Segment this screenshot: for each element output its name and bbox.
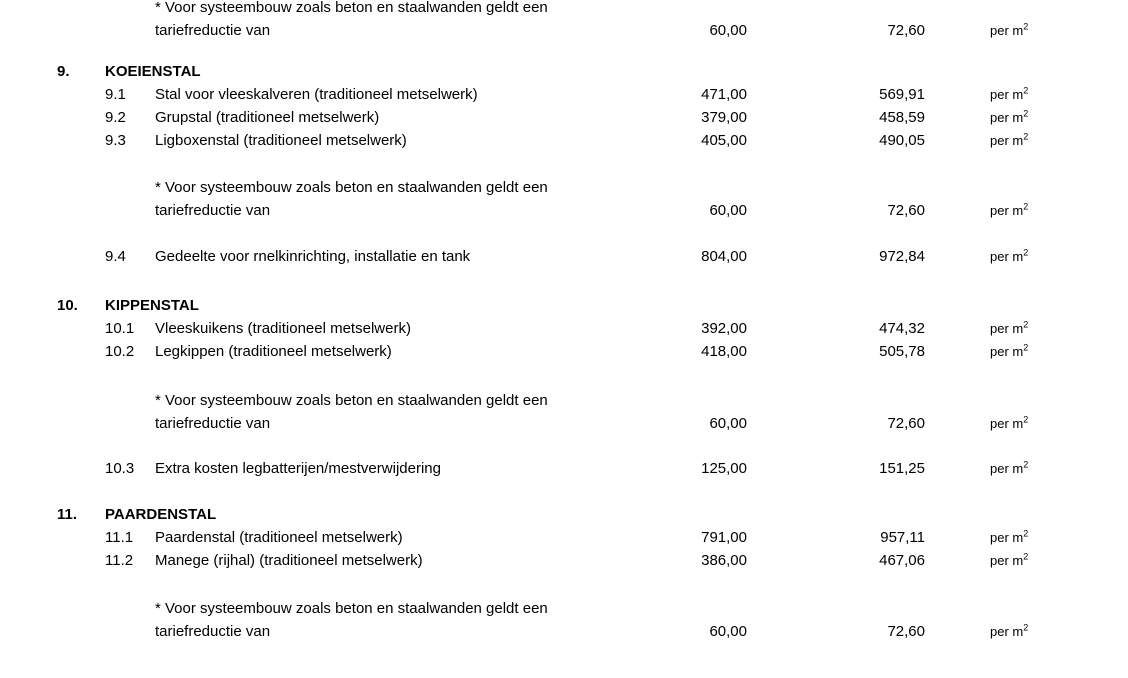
unit-label xyxy=(925,549,1128,572)
reduction-note-line2-row xyxy=(0,412,1128,435)
item-price-excl: 386,00 xyxy=(701,552,747,569)
unit-label xyxy=(925,83,1128,106)
tariff-item-row-10-2 xyxy=(0,340,1128,363)
unit-text: per m xyxy=(990,249,1024,264)
item-price-incl: 490,05 xyxy=(879,132,925,149)
item-number: 10.3 xyxy=(105,460,135,477)
reduction-price-incl: 72,60 xyxy=(887,202,925,219)
tariff-item-row-11-2 xyxy=(0,549,1128,572)
reduction-price-incl: 72,60 xyxy=(887,623,925,640)
item-price-excl: 125,00 xyxy=(701,460,747,477)
unit-superscript: 2 xyxy=(1023,459,1029,470)
item-number: 11.1 xyxy=(105,529,134,546)
item-price-incl: 505,78 xyxy=(879,343,925,360)
reduction-note-line1-row xyxy=(0,176,1128,199)
tariff-item-row-9-3 xyxy=(0,129,1128,152)
section-9-header xyxy=(0,60,1128,83)
item-number: 9.4 xyxy=(105,248,126,265)
unit-label xyxy=(925,526,1128,549)
unit-text: per m xyxy=(990,110,1024,125)
item-price-excl: 392,00 xyxy=(701,320,747,337)
item-price-excl: 418,00 xyxy=(701,343,747,360)
item-description: Manege (rijhal) (traditioneel metselwerk) xyxy=(155,552,423,569)
unit-label xyxy=(925,19,1128,42)
unit-superscript: 2 xyxy=(1023,131,1029,142)
unit-label xyxy=(925,412,1128,435)
item-number: 10.1 xyxy=(105,320,135,337)
item-description: Vleeskuikens (traditioneel metselwerk) xyxy=(155,320,411,337)
reduction-price-excl: 60,00 xyxy=(709,202,747,219)
unit-text: per m xyxy=(990,530,1024,545)
item-price-excl: 471,00 xyxy=(701,86,747,103)
section-number: 10. xyxy=(57,297,78,314)
section-number: 9. xyxy=(57,63,70,80)
unit-text: per m xyxy=(990,203,1024,218)
reduction-note-line2: tariefreductie van xyxy=(155,202,271,219)
reduction-note-line2: tariefreductie van xyxy=(155,623,271,640)
item-price-incl: 467,06 xyxy=(879,552,925,569)
unit-text: per m xyxy=(990,133,1024,148)
reduction-note-line2-row xyxy=(0,620,1128,643)
item-description: Extra kosten legbatterijen/mestverwijdering xyxy=(155,460,441,477)
unit-label xyxy=(925,457,1128,480)
item-number: 10.2 xyxy=(105,343,135,360)
reduction-note-line1-row xyxy=(0,597,1128,620)
reduction-note-line1: * Voor systeembouw zoals beton en staalwanden geldt een xyxy=(155,392,548,409)
unit-superscript: 2 xyxy=(1023,21,1029,32)
unit-superscript: 2 xyxy=(1023,247,1029,258)
section-11-header xyxy=(0,503,1128,526)
unit-text: per m xyxy=(990,553,1024,568)
reduction-price-incl: 72,60 xyxy=(887,415,925,432)
section-title: KOEIENSTAL xyxy=(105,63,201,80)
unit-text: per m xyxy=(990,23,1024,38)
unit-text: per m xyxy=(990,624,1024,639)
item-price-excl: 791,00 xyxy=(701,529,747,546)
item-price-incl: 569,91 xyxy=(879,86,925,103)
unit-label xyxy=(925,106,1128,129)
unit-label xyxy=(925,129,1128,152)
unit-label xyxy=(925,620,1128,643)
item-description: Legkippen (traditioneel metselwerk) xyxy=(155,343,392,360)
reduction-note-line1: * Voor systeembouw zoals beton en staalwanden geldt een xyxy=(155,0,548,16)
tariff-item-row-9-4 xyxy=(0,245,1128,268)
item-price-incl: 458,59 xyxy=(879,109,925,126)
item-price-incl: 972,84 xyxy=(879,248,925,265)
reduction-note-line1: * Voor systeembouw zoals beton en staalwanden geldt een xyxy=(155,179,548,196)
unit-superscript: 2 xyxy=(1023,85,1029,96)
section-title: KIPPENSTAL xyxy=(105,297,199,314)
unit-label xyxy=(925,340,1128,363)
reduction-note-line1-row xyxy=(0,389,1128,412)
unit-label xyxy=(925,199,1128,222)
item-number: 9.2 xyxy=(105,109,126,126)
item-number: 9.3 xyxy=(105,132,126,149)
section-number: 11. xyxy=(57,506,78,523)
unit-superscript: 2 xyxy=(1023,528,1029,539)
item-description: Ligboxenstal (traditioneel metselwerk) xyxy=(155,132,407,149)
unit-text: per m xyxy=(990,87,1024,102)
reduction-note-line2-row xyxy=(0,199,1128,222)
reduction-note-line2-row xyxy=(0,19,1128,42)
item-description: Grupstal (traditioneel metselwerk) xyxy=(155,109,380,126)
item-number: 9.1 xyxy=(105,86,126,103)
reduction-note-line2: tariefreductie van xyxy=(155,415,271,432)
item-price-excl: 405,00 xyxy=(701,132,747,149)
unit-text: per m xyxy=(990,321,1024,336)
item-price-excl: 379,00 xyxy=(701,109,747,126)
unit-superscript: 2 xyxy=(1023,414,1029,425)
reduction-price-excl: 60,00 xyxy=(709,623,747,640)
unit-superscript: 2 xyxy=(1023,319,1029,330)
reduction-note-line2: tariefreductie van xyxy=(155,22,271,39)
unit-label xyxy=(925,317,1128,340)
unit-superscript: 2 xyxy=(1023,201,1029,212)
unit-superscript: 2 xyxy=(1023,342,1029,353)
item-price-excl: 804,00 xyxy=(701,248,747,265)
tariff-item-row-9-1 xyxy=(0,83,1128,106)
unit-superscript: 2 xyxy=(1023,622,1029,633)
unit-label xyxy=(925,245,1128,268)
tariff-item-row-11-1 xyxy=(0,526,1128,549)
unit-text: per m xyxy=(990,344,1024,359)
item-description: Paardenstal (traditioneel metselwerk) xyxy=(155,529,403,546)
tariff-item-row-10-3 xyxy=(0,457,1128,480)
item-description: Gedeelte voor rnelkinrichting, installatie en tank xyxy=(155,248,471,265)
reduction-price-excl: 60,00 xyxy=(709,415,747,432)
unit-superscript: 2 xyxy=(1023,108,1029,119)
item-price-incl: 474,32 xyxy=(879,320,925,337)
reduction-price-incl: 72,60 xyxy=(887,22,925,39)
item-price-incl: 957,11 xyxy=(880,529,925,546)
section-title: PAARDENSTAL xyxy=(105,506,217,523)
item-number: 11.2 xyxy=(105,552,134,569)
unit-text: per m xyxy=(990,416,1024,431)
tariff-item-row-9-2 xyxy=(0,106,1128,129)
item-price-incl: 151,25 xyxy=(879,460,925,477)
unit-text: per m xyxy=(990,461,1024,476)
reduction-note-line1-row xyxy=(0,0,1128,19)
item-description: Stal voor vleeskalveren (traditioneel metselwerk) xyxy=(155,86,478,103)
section-10-header xyxy=(0,294,1128,317)
tariff-item-row-10-1 xyxy=(0,317,1128,340)
reduction-price-excl: 60,00 xyxy=(709,22,747,39)
reduction-note-line1: * Voor systeembouw zoals beton en staalwanden geldt een xyxy=(155,600,548,617)
unit-superscript: 2 xyxy=(1023,551,1029,562)
